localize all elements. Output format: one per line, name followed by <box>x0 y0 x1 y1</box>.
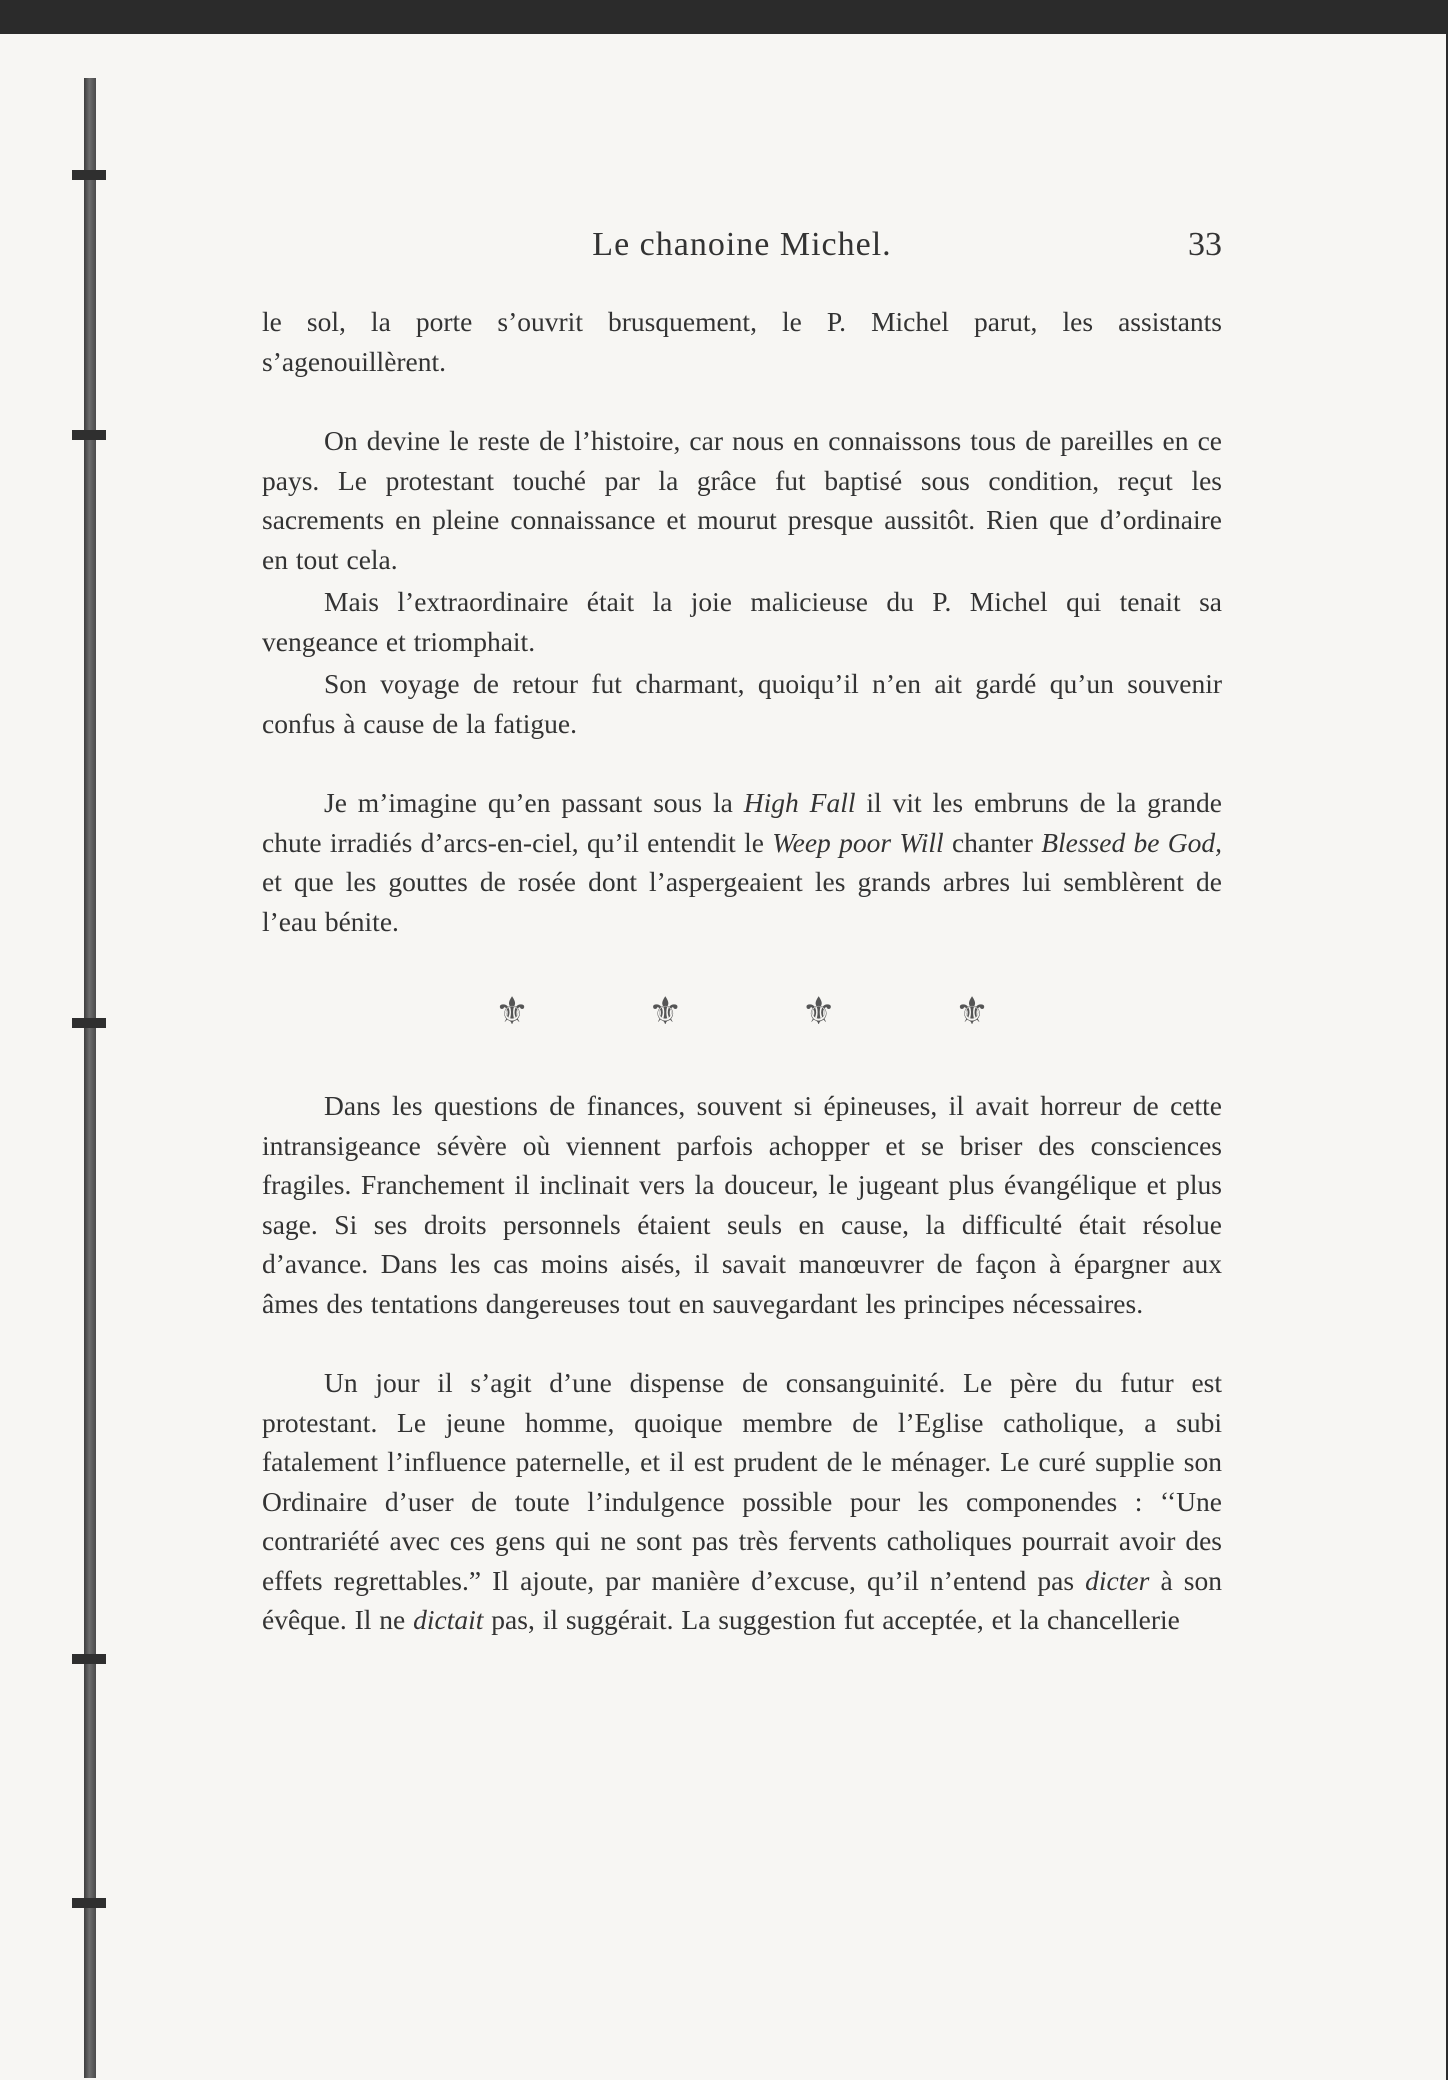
binding-notch <box>72 1898 106 1908</box>
text-run: chanter <box>943 826 1042 858</box>
paragraph: Mais l’extraordinaire était la joie malicieuse du P. Michel qui tenait sa vengeance et triomphait. <box>262 586 1222 657</box>
paragraph: le sol, la porte s’ouvrit brusquement, le P. Michel parut, les assistants s’agenouillèrent. <box>262 306 1222 377</box>
binding-notch <box>72 430 106 440</box>
running-head <box>262 226 1222 274</box>
binding-spine <box>84 78 96 2078</box>
paragraph: Dans les questions de finances, souvent si épineuses, il avait horreur de cette intransigeance sévère où viennent parfois achopper et se briser des consciences fragiles. Franchement il inclinait vers la douceur, le jugeant plus évangélique et plus sage. Si ses droits personnels étaient seuls en cause, la difficulté était résolue d’avance. Dans les cas moins aisés, il savait manœuvrer de façon à épargner aux âmes des tentations dangereuses tout en sauvegardant les principes nécessaires. <box>262 1090 1222 1319</box>
italic-text: dictait <box>413 1604 484 1635</box>
paragraph: On devine le reste de l’histoire, car nous en connaissons tous de pareilles en ce pays. Le protestant touché par la grâce fut baptisé sous condition, reçut les sacrements en pleine connaissance et mourut presque aussitôt. Rien que d’ordinaire en tout cela. <box>262 425 1222 575</box>
running-title: Le chanoine Michel. <box>592 226 892 263</box>
text-run: il vit les embruns de la grande chute irradiés d’arcs-en-ciel, qu’il entendit le <box>262 787 1222 858</box>
paragraph: Son voyage de retour fut charmant, quoiqu’il n’en ait gardé qu’un souvenir confus à cause de la fatigue. <box>262 668 1222 739</box>
paragraph <box>262 1363 1222 1640</box>
italic-text: High Fall <box>743 787 856 818</box>
binding-notch <box>72 170 106 180</box>
page-content <box>262 226 1222 1640</box>
fleur-de-lis-icon: ⚜ <box>954 991 990 1033</box>
text-run: à son évêque. Il ne <box>262 1564 1222 1635</box>
paragraph <box>262 783 1222 941</box>
text-run: Un jour il s’agit d’une dispense de consanguinité. Le père du futur est protestant. Le jeune homme, quoique membre de l’Eglise catholique, a subi fatalement l’influence paternelle, et il est prudent de le ménager. Le curé supplie son Ordinaire d’user de toute l’indulgence possible pour les componendes : ‘‘Une contrariété avec ces gens qui ne sont pas très fervents catholiques pourrait avoir des effets regrettables.” Il ajoute, par manière d’excuse, qu’il n’entend pas <box>262 1367 1222 1596</box>
text-run: pas, il suggérait. La suggestion fut acceptée, et la chancellerie <box>483 1604 1180 1635</box>
binding-notch <box>72 1018 106 1028</box>
page-number: 33 <box>1188 226 1222 263</box>
text-run: et que les gouttes de rosée dont l’aspergeaient les grands arbres lui semblèrent de l’eau bénite. <box>262 866 1222 937</box>
section-divider <box>492 989 992 1034</box>
fleur-de-lis-icon: ⚜ <box>801 991 836 1033</box>
italic-text: Weep poor Will <box>772 826 944 858</box>
fleur-de-lis-icon: ⚜ <box>648 991 683 1033</box>
italic-text: Blessed be God, <box>1041 826 1222 858</box>
italic-text: dicter <box>1085 1564 1150 1596</box>
text-run: Je m’imagine qu’en passant sous la <box>324 787 744 818</box>
fleur-de-lis-icon: ⚜ <box>494 991 530 1033</box>
binding-notch <box>72 1654 106 1664</box>
